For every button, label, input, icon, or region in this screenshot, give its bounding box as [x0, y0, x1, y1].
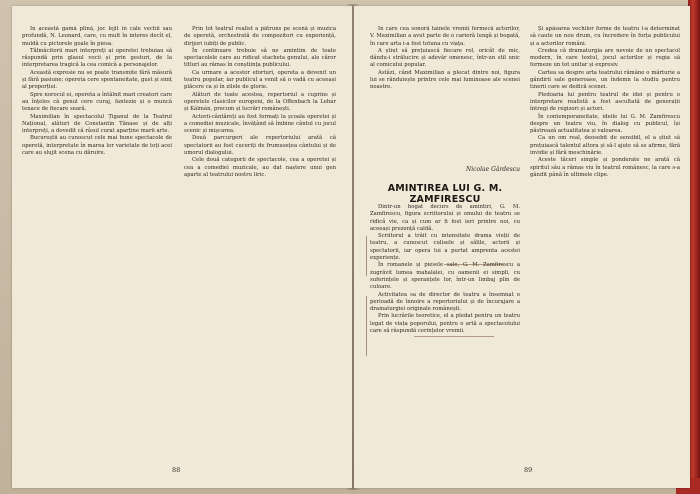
paragraph: Ca un om real, deosebit de sensibil, el a știut să prețuiască talentul altora și să-l ajute să se afirme, fără invidie și fără meschinărie. — [530, 135, 680, 157]
paragraph: Alături de toate acestea, repertoriul a cuprins și operetele clasicilor europeni, de la Offenbach la Lehár și Kálmán, precum și lucrări românești. — [184, 91, 336, 113]
paragraph: Prin lucrările teoretice, el a pledat pentru un teatru legat de viața poporului, pentru o artă a spectacolului care să răspundă cerințelor vremii. — [370, 313, 520, 335]
paragraph: Activitatea sa de director de teatru a însemnat o perioadă de înnoire a repertoriului și de încurajare a dramaturgiei originale românești. — [370, 291, 520, 313]
paragraph: Două parcurgeri ale repertoriului arată că spectatorii au fost cuceriți de frumusețea cântului și de umorul dialogului. — [184, 135, 336, 157]
paragraph: A știut să prețuiască fiecare rol, oricât de mic, dându-i strălucire și adevăr omenesc, într-un stil unic al comicului popular. — [370, 47, 520, 69]
right-page — [354, 6, 690, 488]
pencil-underline — [444, 264, 504, 265]
paragraph: Și apăsarea vechilor forme de teatru l-a determinat să caute un nou drum, cu încredere în forța publicului și a actorilor români. — [530, 26, 680, 47]
paragraph: Pledoaria lui pentru teatrul de idei și pentru o interpretare realistă a fost ascultată de generații întregi de regizori și actori. — [530, 91, 680, 113]
paragraph: În această gamă plină, joc lejit în cale vechii sau profundă, N. Leonard, care, cu mult în interes decît el, muldă cu pictorele goale în piesa. — [22, 26, 172, 47]
paragraph: Scriitorul a trăit cu intensitate drama vieții de teatru, a cunoscut culisele și sălile, actorii și spectatorii, iar opera lui a purtat amprenta acestei experiențe. — [370, 233, 520, 262]
paragraph: Spre norocul ei, opereta a întâlnit mari creatori care au înțeles că genul cere curaj, fantezie și o muncă tenace de fiecare seară. — [22, 91, 172, 113]
paragraph: Tălmăcitorii mari interpreți ai operetei trebuiau să răspundă prin glasul vocii și prin gesturi, de la interpretarea tragică la cea comică a personajelor. — [22, 47, 172, 69]
paragraph: Astăzi, când Maximilian a plecat dintre noi, figura lui se rânduiește printre cele mai luminoase ale scenei noastre. — [370, 69, 520, 91]
article-title: AMINTIREA LUI G. M. ZAMFIRESCU — [387, 183, 503, 205]
paragraph: În romanele și piesele sale, G. M. Zamfirescu a zugrăvit lumea mahalalei, cu oamenii ei simpli, cu suferințele și speranțele lor, într-un limbaj plin de culoare. — [370, 262, 520, 291]
right-column-1-bottom — [370, 204, 520, 454]
paragraph: În care cea sonoră tainele vremii fermecă actorilor, V. Maximilian a avut parte de o carieră lungă și bogată, în care arta i-a fost totuna cu viața. — [370, 26, 520, 47]
page-number-right: 89 — [524, 466, 533, 474]
paragraph: Cartea sa despre arta teatrului rămâne o mărturie a gândirii sale generoase, un îndemn la studiu pentru tinerii care se dedică scenei. — [530, 69, 680, 91]
paragraph: Cele două categorii de spectacole, cea a operetei și cea a comediei muzicale, au dat naștere unui gen aparte al teatrului nostru liric. — [184, 157, 336, 178]
right-column-2 — [530, 26, 680, 454]
paragraph: În continuare trebuie să ne amintim de toate spectacolele care au ridicat stacheta genului, ale căror titluri au rămas în conștiința publicului. — [184, 47, 336, 69]
right-column-1-top — [370, 26, 520, 162]
margin-mark — [366, 296, 367, 356]
pencil-underline — [414, 336, 494, 337]
left-page — [12, 6, 352, 488]
left-column-1 — [22, 26, 172, 454]
page-number-left: 88 — [172, 466, 181, 474]
paragraph: În contemporaneitate, ideile lui G. M. Zamfirescu despre un teatru viu, în dialog cu publicul, își păstrează actualitatea și valoarea. — [530, 113, 680, 135]
paragraph: Ca urmare a acestor eforturi, opereta a devenit un teatru popular, iar publicul a venit să o vadă cu aceeași plăcere ca și în zilele de glorie. — [184, 69, 336, 91]
paragraph: Această expresie nu se poate transmite fără măsură și fără pasiune; opereta cere spontaneitate, gust și simț al proporției. — [22, 69, 172, 91]
paragraph: Actorii-cântăreți au fost formați la școala operetei și a comediei muzicale, învățând să îmbine cântul cu jocul scenic și mișcarea. — [184, 113, 336, 135]
paragraph: Aceste tăceri simple și ponderate ne arată că spiritul său a rămas viu în teatrul românesc, la care s-a gândit până în ultimele clipe. — [530, 157, 680, 178]
paragraph: Prin tot teatrul realist a pătruns pe scenă și muzica de operetă, orchestrată de compozitori cu experiență, dirijori iubiți de public. — [184, 26, 336, 47]
left-column-2 — [184, 26, 336, 454]
paragraph: Dintr-un bogat decurs de amintiri, G. M. Zamfirescu, figura scriitorului și omului de teatru se ridică vie, ca și cum ar fi fost ieri printre noi, cu aceeași prezență caldă. — [370, 204, 520, 232]
paragraph: Credea că dramaturgia are nevoie de un spectacol modern, în care textul, jocul actorilor și regia să formeze un tot unitar și expresiv. — [530, 47, 680, 69]
author-signature: Nicolae Gârdescu — [465, 166, 520, 173]
paragraph: Maximilian în spectacolul Țiganul de la Teatrul Național, alături de Constantin Tănase și de alți interpreți, a dovedit că râsul curat aparține marii arte. — [22, 113, 172, 135]
paragraph: Bucureștii au cunoscut cele mai bune spectacole de operetă, interpretate în marea lor varietate de toți acei care au slujit scena cu dăruire. — [22, 135, 172, 157]
margin-mark — [366, 236, 367, 276]
